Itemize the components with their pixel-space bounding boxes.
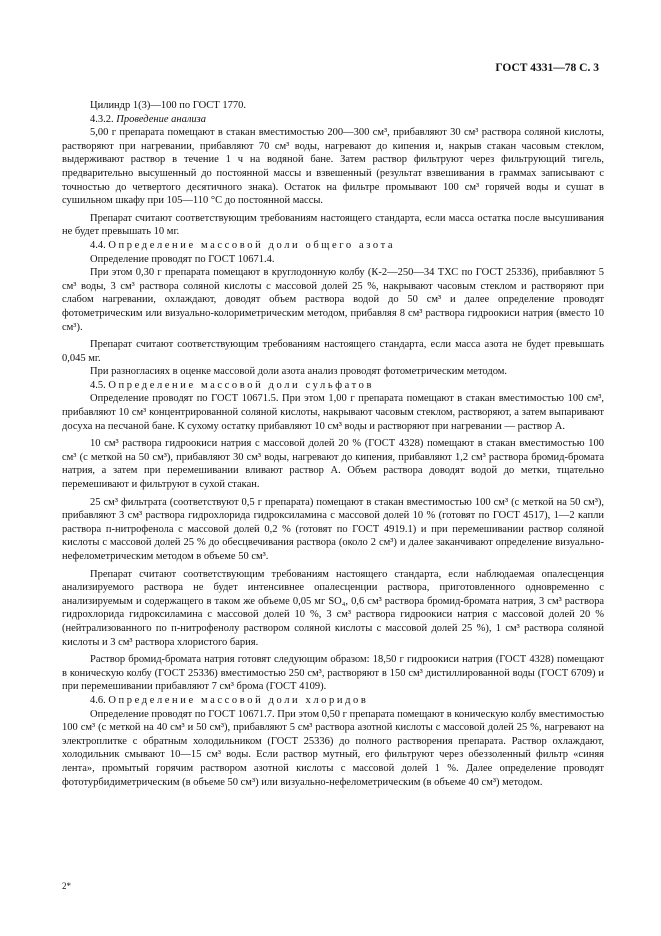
paragraph: При разногласиях в оценке массовой доли азота анализ проводят фотометрическим методом. [90, 366, 508, 378]
section-heading: 4.4. Определение массовой доли общего азота [90, 239, 396, 251]
paragraph: Цилиндр 1(3)—100 по ГОСТ 1770. [90, 100, 246, 111]
section-heading: 4.3.2. Проведение анализа [90, 113, 207, 125]
paragraph: 5,00 г препарата помещают в стакан вместимостью 200—300 см³, прибавляют 30 см³ раствора соляной кислоты, растворяют при нагревании, прибавляют 70 см³ воды, нагревают до кипения и, накрыв стакан часовым стеклом, выдерживают раствор в течение 1 ч на водяной бане. Затем раствор фильтруют через фильтрующий тигель, предварительно высушенный до постоянной массы и взвешенный (результат взвешивания в граммах записывают с точностью до четвертого десятичного знака). Остаток на фильтре промывают 100 см³ горячей воды и сушат в сушильном шкафу при 105—110 °С до постоянной массы. [62, 127, 604, 207]
paragraph: При этом 0,30 г препарата помещают в круглодонную колбу (К-2—250—34 ТХС по ГОСТ 25336), прибавляют 5 см³ воды, 3 см³ раствора соляной кислоты с массовой долей 25 %, накрывают часовым стеклом и растворяют при слабом нагревании, охлаждают, доводят объем раствора водой до 50 см³ и далее определение проводят фотометрическим или визуально-колориметрическим методом, прибавляя 8 см³ раствора гидроокиси натрия (вместо 10 см³). [62, 267, 604, 333]
section-heading: 4.5. Определение массовой доли сульфатов [90, 379, 375, 391]
paragraph: Препарат считают соответствующим требованиям настоящего стандарта, если масса азота не будет превышать 0,045 мг. [62, 339, 604, 364]
paragraph: Препарат считают соответствующим требованиям настоящего стандарта, если наблюдаемая опалесценция анализируемого раствора не будет интенсивнее опалесценции раствора, приготовленного одновременно с анализируемым и содержащего в таком же объеме 0,05 мг SO₄, 0,6 см³ раствора бромид-бромата натрия, 3 см³ раствора гидрохлорида гидроксиламина с массовой долей 10 %, 3 см³ раствора гидроокиси натрия с массовой долей 20 % (нейтрализованного по п-нитрофенолу раствором соляной кислоты с массовой долей 25 %), 1 см³ раствора соляной кислоты и 3 см³ раствора хлористого бария. [62, 568, 604, 648]
page-footer-mark: 2* [62, 881, 71, 891]
paragraph: 25 см³ фильтрата (соответствуют 0,5 г препарата) помещают в стакан вместимостью 100 см³ (с меткой на 50 см³), прибавляют 3 см³ раствора гидрохлорида гидроксиламина с массовой долей 10 % (готовят по ГОСТ 4517), 1—2 капли раствора п-нитрофенола с массовой долей 0,2 % (готовят по ГОСТ 4919.1) и при перемешивании раствор соляной кислоты с массовой долей 25 % до обесцвечивания раствора (около 2 см³) и далее заканчивают определение визуально-нефелометрическим методом в объеме 50 см³. [62, 496, 604, 562]
page-header: ГОСТ 4331—78 С. 3 [495, 62, 599, 74]
section-heading: 4.6. Определение массовой доли хлоридов [90, 694, 369, 706]
paragraph: Определение проводят по ГОСТ 10671.5. При этом 1,00 г препарата помещают в стакан вместимостью 100 см³, прибавляют 10 см³ концентрированной соляной кислоты, накрывают часовым стеклом, растворяют, а затем выпаривают досуха на песчаной бане. К сухому остатку прибавляют 10 см³ воды и растворяют при нагревании — раствор А. [62, 393, 604, 432]
paragraph: Определение проводят по ГОСТ 10671.4. [90, 253, 275, 265]
paragraph: Определение проводят по ГОСТ 10671.7. При этом 0,50 г препарата помещают в коническую колбу вместимостью 100 см³ (с меткой на 40 см³ и 50 см³), прибавляют 5 см³ раствора азотной кислоты с массовой долей 25 %, нагревают на электроплитке с обратным холодильником (ГОСТ 25336) до полного растворения препарата. Раствор охлаждают, холодильник смывают 10—15 см³ воды. Если раствор мутный, его фильтруют через обеззоленный фильтр «синяя лента», промытый горячим раствором азотной кислоты с массовой долей 1 %. Далее определение проводят фототурбидиметрическим (в объеме 50 см³) или визуально-нефелометрическим (в объеме 40 см³) методом. [62, 708, 604, 788]
document-body [62, 99, 604, 789]
paragraph: Раствор бромид-бромата натрия готовят следующим образом: 18,50 г гидроокиси натрия (ГОСТ 4328) помещают в коническую колбу (ГОСТ 25336) вместимостью 250 см³, растворяют в 150 см³ дистиллированной воды (ГОСТ 6709) и при перемешивании прибавляют 7 см³ брома (ГОСТ 4109). [62, 654, 604, 693]
paragraph: 10 см³ раствора гидроокиси натрия с массовой долей 20 % (ГОСТ 4328) помещают в стакан вместимостью 100 см³ (с меткой на 50 см³), прибавляют 30 см³ воды, нагревают до кипения, прибавляют 1,2 см³ раствора бромид-бромата натрия, а затем при перемешивании вливают раствор А. Объем раствора доводят водой до метки, тщательно перемешивают и фильтруют в сухой стакан. [62, 438, 604, 491]
paragraph: Препарат считают соответствующим требованиям настоящего стандарта, если масса остатка после высушивания не будет превышать 10 мг. [62, 212, 604, 238]
